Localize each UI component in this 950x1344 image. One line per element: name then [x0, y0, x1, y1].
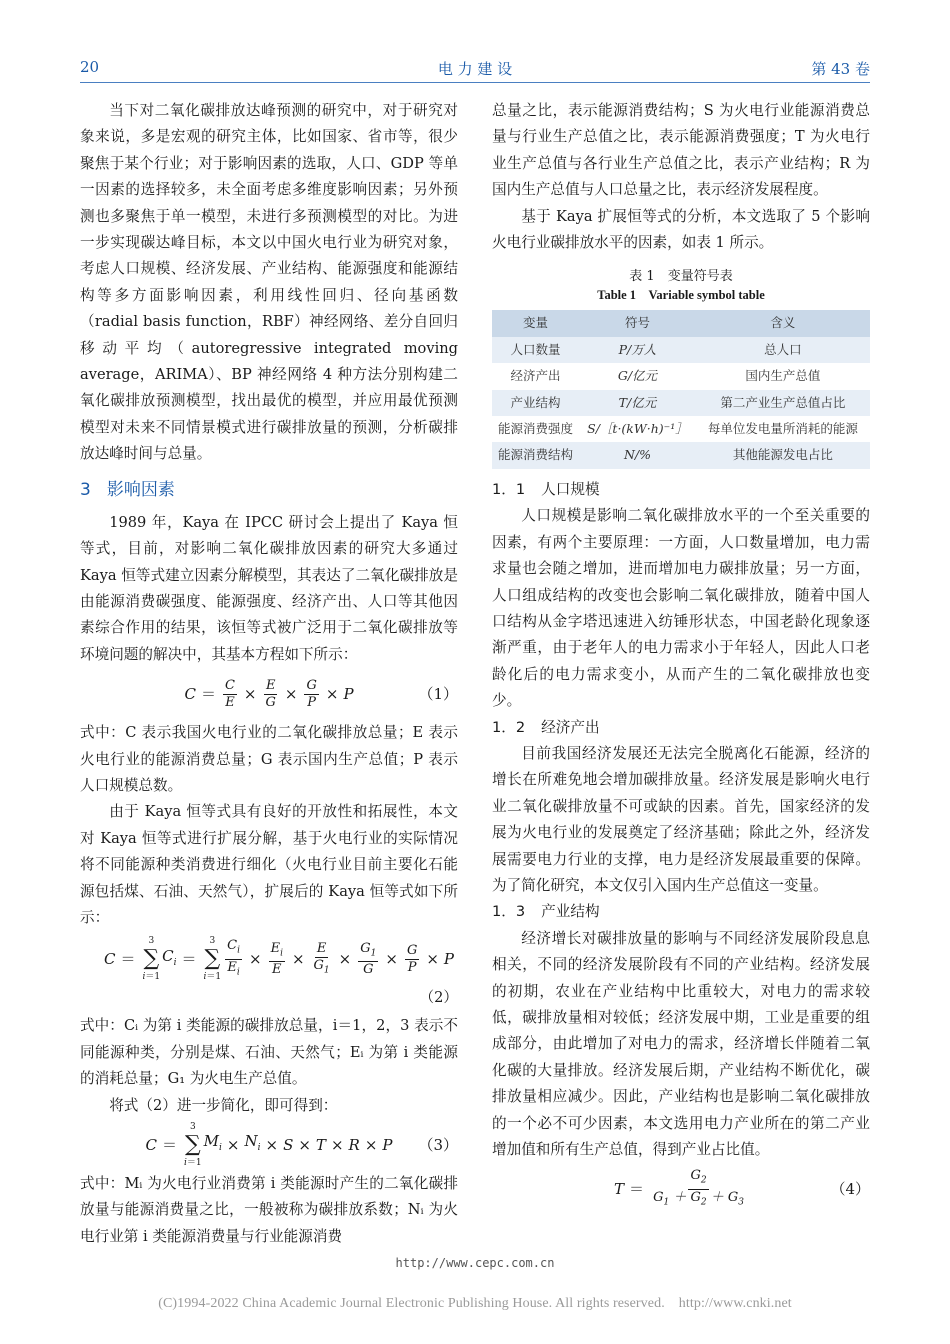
table-cell: 产业结构	[492, 390, 579, 416]
equation-4: T ＝ $\frac{G_2}{G_1 + G_2 + G_3}$ （4）	[614, 1168, 870, 1208]
table-row	[492, 390, 870, 416]
table-1-caption: 表 1 变量符号表	[629, 269, 733, 285]
table-cell: 第二产业生产总值占比	[696, 390, 870, 416]
table-cell: 能源消费结构	[492, 442, 579, 468]
left-column	[80, 98, 458, 1250]
kaya-intro-paragraph: 1989 年，Kaya 在 IPCC 研讨会上提出了 Kaya 恒等式，目前，对影响二氧化碳排放因素的研究大多通过 Kaya 恒等式建立因素分解模型，其表达了二氧化碳排放是由能源消费碳强度、能源强度、经济产出、人口等其他因素综合作用的结果，该恒等式被广泛用于二氧化碳排放等环境问题的解决中，其基本方程如下所示：	[80, 513, 458, 663]
subsection-1-2-heading: 1．2 经济产出	[492, 718, 600, 736]
variable-table	[492, 310, 870, 468]
equation-3-number: （3）	[418, 1135, 458, 1154]
extension-paragraph: 由于 Kaya 恒等式具有良好的开放性和拓展性，本文对 Kaya 恒等式进行扩展分解，基于火电行业的实际情况将不同能源种类消费进行细化（火电行业目前主要化石能源包括煤、石油、天然气），扩展后的 Kaya 恒等式如下所示：	[80, 803, 458, 926]
volume-label: 第 43 卷	[811, 60, 870, 78]
factor-selection-paragraph: 基于 Kaya 扩展恒等式的分析，本文选取了 5 个影响火电行业碳排放水平的因素，如表 1 所示。	[492, 207, 870, 252]
table-header: 符号	[579, 310, 696, 336]
table-cell: 其他能源发电占比	[696, 442, 870, 468]
page-number: 20	[80, 58, 100, 76]
equation-1-number: （1）	[418, 684, 458, 703]
table-cell: 能源消费强度	[492, 416, 579, 442]
table-row	[492, 416, 870, 442]
header-rule	[80, 82, 870, 83]
table-row	[492, 337, 870, 363]
table-cell: 总人口	[696, 337, 870, 363]
journal-title: 电 力 建 设	[437, 60, 513, 78]
copyright-line	[0, 1296, 950, 1312]
section-3-heading: 3 影响因素	[80, 479, 175, 500]
cnki-url: http://www.cnki.net	[678, 1296, 792, 1311]
eq3-explanation: 式中：Mᵢ 为火电行业消费第 i 类能源时产生的二氧化碳排放量与能源消费量之比，一般被称为碳排放系数；Nᵢ 为火电行业第 i 类能源消费量与行业能源消费	[80, 1175, 458, 1245]
table-cell: P/万人	[579, 337, 696, 363]
table-row	[492, 363, 870, 389]
table-cell: T/亿元	[579, 390, 696, 416]
equation-2-number: （2）	[419, 988, 458, 1006]
right-column	[492, 98, 870, 1215]
eq3-explanation-continued: 总量之比，表示能源消费结构；S 为火电行业能源消费总量与行业生产总值之比，表示能源消费强度；T 为火电行业生产总值与各行业生产总值之比，表示产业结构；R 为国内生产总值与人口总量之比，表示经济发展程度。	[492, 102, 870, 199]
table-header: 变量	[492, 310, 579, 336]
copyright-text: (C)1994-2022 China Academic Journal Electronic Publishing House. All rights reserved.	[158, 1296, 665, 1311]
table-cell: S/［t·(kW·h)⁻¹］	[579, 416, 696, 442]
table-cell: 人口数量	[492, 337, 579, 363]
subsection-1-1-heading: 1．1 人口规模	[492, 480, 600, 498]
intro-paragraph: 当下对二氧化碳排放达峰预测的研究中，对于研究对象来说，多是宏观的研究主体，比如国家、省市等，很少聚焦于某个行业；对于影响因素的选取，人口、GDP 等单一因素的选择较多，未全面考虑多维度影响因素；另外预测也多聚焦于单一模型，未进行多预测模型的对比。为进一步实现碳达峰目标，本文以中国火电行业为研究对象，考虑人口规模、经济发展、产业结构、能源强度和能源结构等多方面影响因素，利用线性回归、径向基函数（radial basis function，RBF）神经网络、差分自回归移动平均（autoregressive integrated moving average，ARIMA）、BP 神经网络 4 种方法分别构建二氧化碳排放预测模型，找出最优的模型，并应用最优预测模型对未来不同情景模式进行碳排放量的预测，分析碳排放达峰时间与总量。	[80, 102, 458, 463]
simplify-paragraph: 将式（2）进一步简化，即可得到：	[109, 1096, 338, 1114]
economy-paragraph: 目前我国经济发展还无法完全脱离化石能源，经济的增长在所难免地会增加碳排放量。经济发展是影响火电行业二氧化碳排放量不可或缺的因素。首先，国家经济的发展为火电行业的发展奠定了经济基础；除此之外，经济发展需要电力行业的支撑，电力是经济发展最重要的保障。为了简化研究，本文仅引入国内生产总值这一变量。	[492, 744, 870, 894]
table-cell: 国内生产总值	[696, 363, 870, 389]
eq1-explanation: 式中：C 表示我国火电行业的二氧化碳排放总量；E 表示火电行业的能源消费总量；G 表示国内生产总值；P 表示人口规模总数。	[80, 724, 458, 794]
equation-4-number: （4）	[830, 1180, 870, 1199]
population-paragraph: 人口规模是影响二氧化碳排放水平的一个至关重要的因素，有两个主要原理：一方面，人口数量增加，电力需求量也会随之增加，进而增加电力碳排放量；另一方面，人口组成结构的改变也会影响二氧化碳排放，随着中国人口结构从金字塔迅速进入纺锤形状态，中国老龄化现象逐渐严重，由于老年人的电力需求小于年轻人，因此人口老龄化后的电力需求变小，从而产生的二氧化碳排放也变少。	[492, 507, 870, 710]
equation-1: C ＝ $\frac{C}{E}$ × $\frac{E}{G}$ × $\frac{G}{P}$ × P （1）	[184, 677, 458, 710]
table-row	[492, 442, 870, 468]
table-header: 含义	[696, 310, 870, 336]
table-cell: 经济产出	[492, 363, 579, 389]
equation-2: C ＝ 3 ∑ i＝1 $C_i$ ＝ 3 ∑ i＝1 $\frac{C_i}{E_i}$ × $\frac{E_i}{E}$ × $\frac{E}{G_1}$ × $\frac{G_1}{G}$ × $\frac{G}{P}$ × P （2）	[80, 931, 458, 1013]
eq2-explanation: 式中：Cᵢ 为第 i 类能源的碳排放总量，i＝1，2，3 表示不同能源种类，分别是煤、石油、天然气；Eᵢ 为第 i 类能源的消耗总量；G₁ 为火电生产总值。	[80, 1017, 458, 1088]
table-header-row	[492, 310, 870, 336]
table-1-caption-en: Table 1 Variable symbol table	[597, 288, 765, 303]
industry-paragraph: 经济增长对碳排放量的影响与不同经济发展阶段息息相关，不同的经济发展阶段有不同的产业结构。经济发展的初期，农业在产业结构中比重较大，对电力的需求较低，碳排放量相对较低；经济发展中期，工业是重要的组成部分，由此增加了对电力的需求，经济增长伴随着二氧化碳的大量排放。经济发展后期，产业结构不断优化，碳排放量相应减少。因此，产业结构也是影响二氧化碳排放的一个必不可少因素，本文选用电力产业所在的第二产业增加值和所有生产总值，得到产业占比值。	[492, 929, 870, 1159]
table-cell: 每单位发电量所消耗的能源	[696, 416, 870, 442]
journal-url: http://www.cepc.com.cn	[395, 1256, 555, 1270]
table-cell: G/亿元	[579, 363, 696, 389]
subsection-1-3-heading: 1．3 产业结构	[492, 903, 600, 921]
table-cell: N/%	[579, 442, 696, 468]
equation-3: C ＝ 3 ∑ i＝1 $M_i$ × $N_i$ × S × T × R × P （3）	[145, 1122, 458, 1168]
